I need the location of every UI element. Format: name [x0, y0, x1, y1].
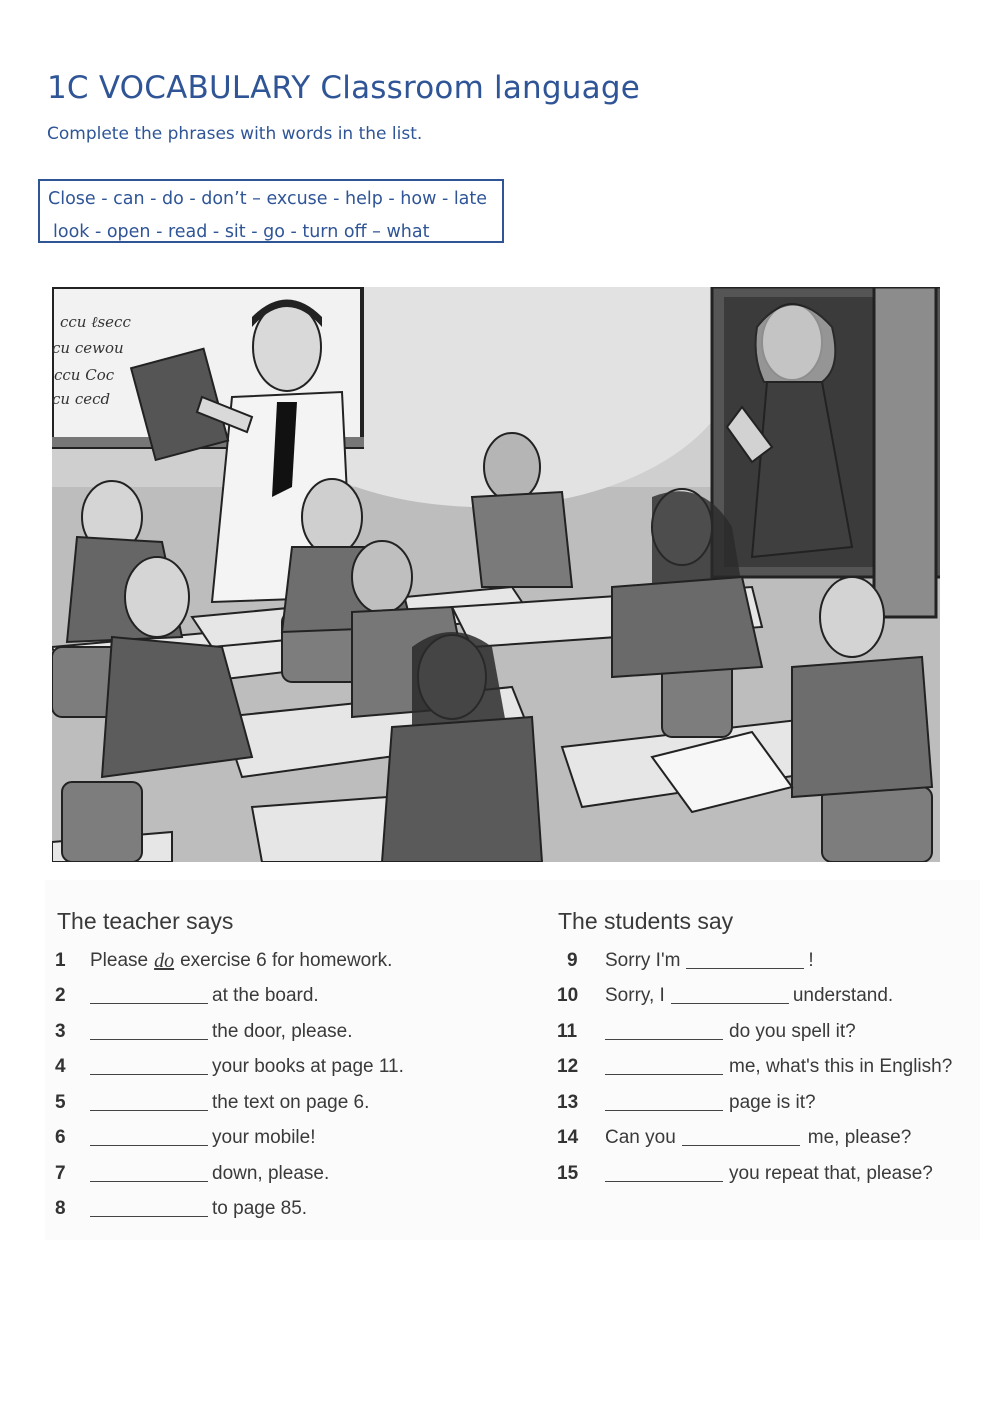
teacher-item-5: 5 the text on page 6. — [55, 1092, 370, 1113]
word-list-box — [38, 179, 504, 243]
teacher-item-2: 2 at the board. — [55, 985, 319, 1006]
student-item-13: 13 page is it? — [557, 1092, 816, 1113]
board-line-1: ccu ℓsecc — [60, 313, 131, 331]
answer-blank[interactable] — [605, 1060, 723, 1075]
answer-blank[interactable] — [605, 1167, 723, 1182]
word-list-line-1: Close - can - do - don’t – excuse - help - how - late — [48, 189, 488, 209]
answer-blank[interactable] — [90, 1202, 208, 1217]
student-item-12: 12 me, what's this in English? — [557, 1056, 953, 1077]
answer-blank[interactable] — [90, 1060, 208, 1075]
classroom-illustration — [52, 287, 940, 862]
answer-blank[interactable] — [605, 1025, 723, 1040]
answer-blank[interactable] — [90, 1131, 208, 1146]
instruction-text: Complete the phrases with words in the list. — [47, 124, 423, 144]
student-item-11: 11 do you spell it? — [557, 1021, 856, 1042]
student-item-10: 10 Sorry, I understand. — [557, 985, 894, 1006]
answer-blank[interactable] — [90, 989, 208, 1004]
answer-blank[interactable] — [682, 1131, 800, 1146]
page-title: 1C VOCABULARY Classroom language — [47, 70, 640, 106]
answer-blank[interactable] — [605, 1096, 723, 1111]
board-line-3: ccu Coc — [54, 366, 115, 384]
word-list-line-2: look - open - read - sit - go - turn off – what — [53, 222, 430, 242]
item-number: 1 — [55, 950, 66, 971]
teacher-item-7: 7 down, please. — [55, 1163, 330, 1184]
teacher-item-6: 6 your mobile! — [55, 1127, 316, 1148]
teacher-item-1 — [55, 946, 392, 976]
teacher-item-3: 3 the door, please. — [55, 1021, 353, 1042]
example-answer: do — [154, 949, 175, 972]
answer-blank[interactable] — [671, 989, 789, 1004]
student-item-14: 14 Can you me, please? — [557, 1127, 912, 1148]
board-line-2: cu cewou — [52, 339, 124, 357]
student-item-9: 9 Sorry I'm ! — [567, 950, 814, 971]
answer-blank[interactable] — [686, 954, 804, 969]
answer-blank[interactable] — [90, 1167, 208, 1182]
item-text-after: exercise 6 for homework. — [180, 950, 393, 971]
student-item-15: 15 you repeat that, please? — [557, 1163, 933, 1184]
board-line-4: cu cecd — [52, 390, 111, 408]
answer-blank[interactable] — [90, 1025, 208, 1040]
teacher-item-8: 8 to page 85. — [55, 1198, 308, 1219]
exercise-panel — [45, 880, 980, 1240]
students-say-heading: The students say — [558, 908, 734, 934]
teacher-item-4: 4 your books at page 11. — [55, 1056, 404, 1077]
item-text-before: Please — [90, 950, 149, 971]
teacher-says-heading: The teacher says — [57, 908, 234, 934]
answer-blank[interactable] — [90, 1096, 208, 1111]
